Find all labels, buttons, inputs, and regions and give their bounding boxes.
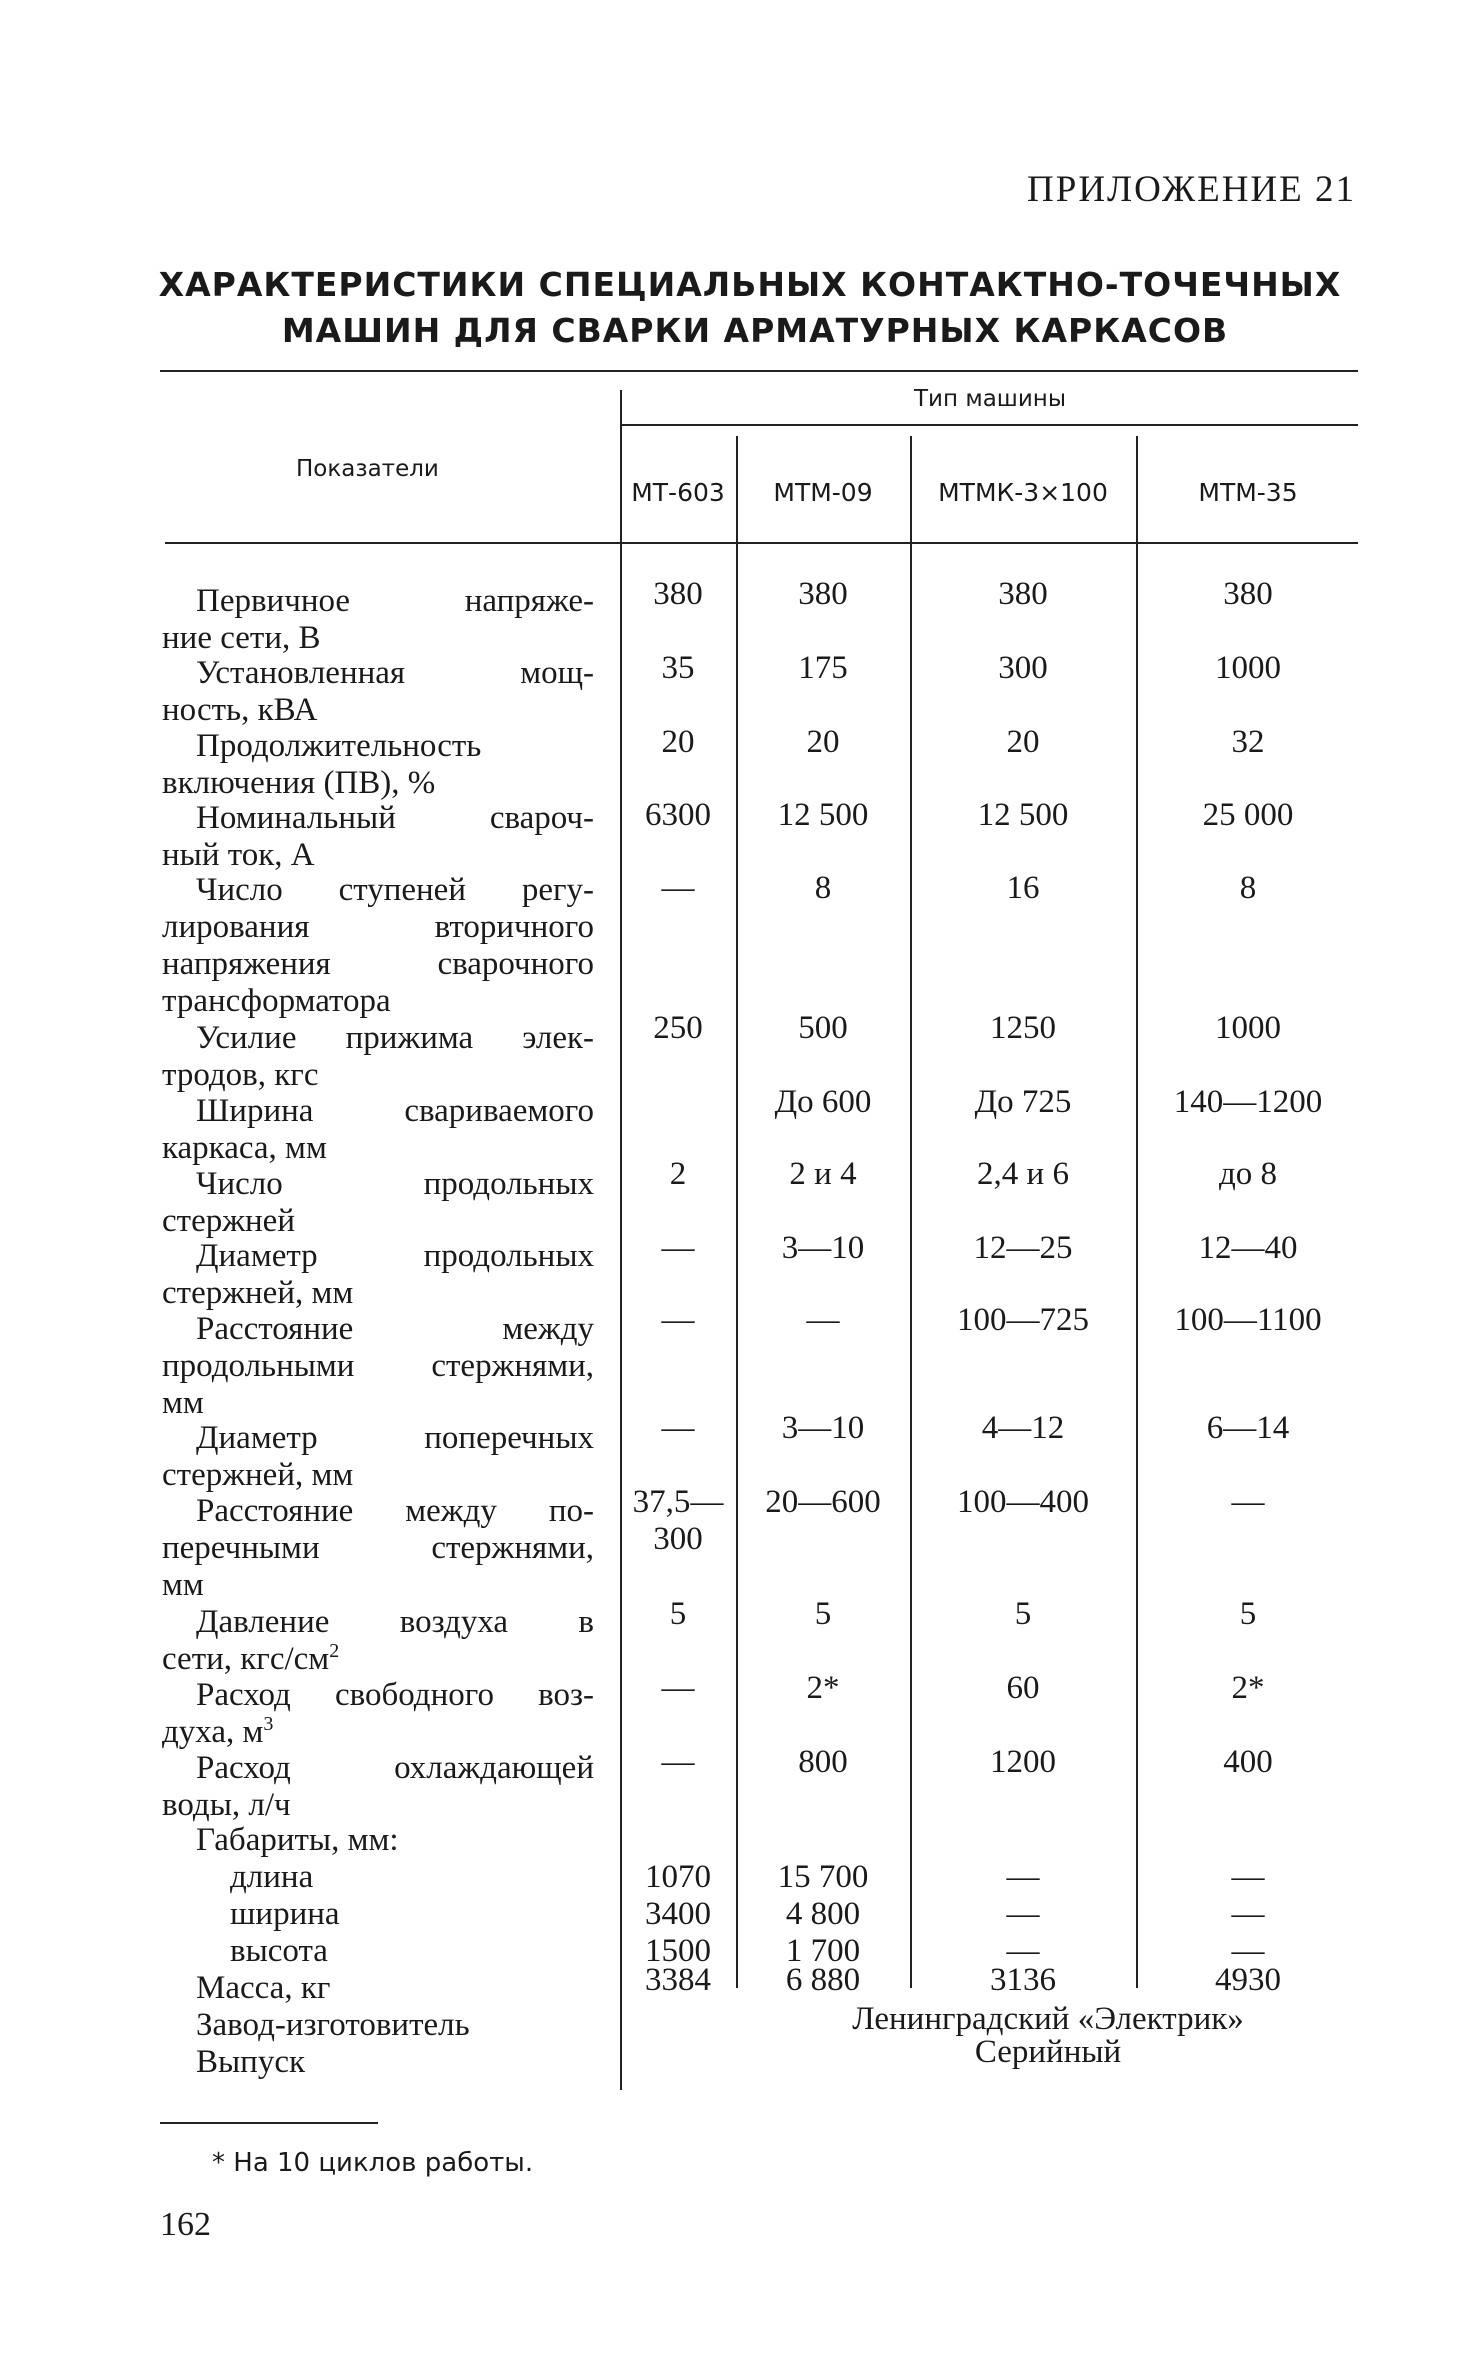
- row-label-line: продольными стержнями,: [162, 1348, 594, 1384]
- output-label-text: Выпуск: [196, 2044, 306, 2080]
- row-label: [162, 1420, 594, 1494]
- table-cell: 5: [814, 1596, 832, 1632]
- row-label-line: перечными стержнями,: [162, 1530, 594, 1566]
- table-cell: 175: [798, 650, 848, 686]
- table-cell: 400: [1223, 1744, 1273, 1780]
- table-cell: —: [1231, 1859, 1265, 1895]
- table-cell: —: [1231, 1484, 1265, 1520]
- table-cell: 6—14: [1206, 1410, 1290, 1446]
- table-cell: 4930: [1215, 1962, 1281, 1998]
- row-label-line: трансформатора: [162, 983, 391, 1019]
- table-cell: 1000: [1215, 1010, 1281, 1046]
- row-label: [162, 1311, 594, 1422]
- table-cell: 800: [798, 1744, 848, 1780]
- table-cell: 3384: [645, 1962, 711, 1998]
- row-label-line: каркаса, мм: [162, 1130, 327, 1166]
- table-cell: 1250: [990, 1010, 1056, 1046]
- row-label-line: включения (ПВ), %: [162, 765, 436, 801]
- table-cell: 2*: [1231, 1670, 1265, 1706]
- table-cell: 3—10: [781, 1410, 865, 1446]
- table-cell: 3136: [990, 1962, 1056, 1998]
- table-cell: —: [661, 1230, 695, 1266]
- table-cell: 1 700: [785, 1933, 861, 1969]
- table-cell: 12 500: [777, 797, 869, 833]
- dimension-label-text: ширина: [230, 1896, 340, 1932]
- row-label: [162, 1750, 594, 1824]
- table-cell: —: [661, 1410, 695, 1446]
- table-cell: 5: [669, 1596, 687, 1632]
- page-number: 162: [160, 2206, 211, 2243]
- row-label-line: напряжения сварочного: [162, 946, 594, 982]
- row-label-line: лирования вторичного: [162, 909, 594, 945]
- table-cell: —: [1231, 1896, 1265, 1932]
- row-label-line: мм: [162, 1567, 204, 1603]
- appendix-label: ПРИЛОЖЕНИЕ 21: [1027, 169, 1356, 210]
- row-label-line: Диаметр поперечных: [196, 1420, 594, 1456]
- row-label: [162, 583, 594, 657]
- dimensions-header: [162, 1822, 594, 1859]
- table-cell: До 600: [774, 1084, 872, 1120]
- row-label: [162, 655, 594, 729]
- row-label-line: воды, л/ч: [162, 1787, 291, 1823]
- table-cell: 100—725: [957, 1302, 1089, 1338]
- table-cell: 100—1100: [1174, 1302, 1322, 1338]
- dimension-label-text: высота: [230, 1933, 328, 1969]
- dimensions-header-text: Габариты, мм:: [196, 1822, 399, 1858]
- table-title: [150, 262, 1350, 354]
- row-label: [162, 1604, 594, 1678]
- row-label-line: Расстояние между по-: [196, 1493, 594, 1529]
- manufacturer-label-text: Завод-изготовитель: [196, 2007, 470, 2043]
- row-label-line: Ширина свариваемого: [196, 1093, 594, 1129]
- title-line-2: МАШИН ДЛЯ СВАРКИ АРМАТУРНЫХ КАРКАСОВ: [281, 311, 1229, 350]
- table-cell: —: [1006, 1933, 1040, 1969]
- table-cell: 12 500: [977, 797, 1069, 833]
- dimension-label: [162, 1933, 594, 1970]
- table-cell: 20—600: [765, 1484, 881, 1520]
- table-cell: 300: [653, 1521, 703, 1557]
- table-cell: —: [661, 1670, 695, 1706]
- row-label-line: Установленная мощ-: [196, 655, 594, 691]
- table-cell: 1070: [645, 1859, 711, 1895]
- table-cell: 2: [669, 1156, 687, 1192]
- table-cell: 60: [1006, 1670, 1040, 1706]
- table-cell: 1200: [990, 1744, 1056, 1780]
- row-label: [162, 1166, 594, 1240]
- table-cell: 380: [798, 576, 848, 612]
- table-cell: —: [806, 1302, 840, 1338]
- table-cell: 3—10: [781, 1230, 865, 1266]
- row-label-line: стержней, мм: [162, 1275, 354, 1311]
- row-label-line: стержней, мм: [162, 1457, 354, 1493]
- table-cell: 20: [1006, 724, 1040, 760]
- table-cell: 12—40: [1198, 1230, 1298, 1266]
- table-cell: 35: [661, 650, 695, 686]
- table-cell: —: [661, 870, 695, 906]
- table-cell: 380: [998, 576, 1048, 612]
- column-header-3: МТМК-3×100: [938, 478, 1108, 507]
- footnote: * На 10 циклов работы.: [212, 2148, 534, 2178]
- table-cell: 16: [1006, 870, 1040, 906]
- table-cell: 8: [814, 870, 832, 906]
- row-label-line: сети, кгс/$см^2$: [162, 1640, 340, 1677]
- table-cell: —: [1231, 1933, 1265, 1969]
- table-cell: 12—25: [973, 1230, 1073, 1266]
- row-label-line: мм: [162, 1385, 204, 1421]
- row-label: [162, 1493, 594, 1604]
- table-cell: 2*: [806, 1670, 840, 1706]
- row-label-line: Усилие прижима элек-: [196, 1020, 594, 1056]
- dimension-label: [162, 1896, 594, 1933]
- dimension-label: [162, 1859, 594, 1896]
- table-cell: До 725: [974, 1084, 1072, 1120]
- output-value: Серийный: [974, 2034, 1122, 2070]
- header-bottom-rule: [165, 542, 1358, 544]
- row-label-line: духа, $м^3$: [162, 1713, 274, 1750]
- row-label-line: ность, кВА: [162, 692, 318, 728]
- mass-label-text: Масса, кг: [196, 1970, 331, 2006]
- superscript: 3: [263, 1713, 274, 1735]
- row-label: [162, 800, 594, 874]
- row-label: [162, 1238, 594, 1312]
- table-cell: 37,5—: [632, 1484, 724, 1520]
- table-cell: 1500: [645, 1933, 711, 1969]
- row-label: [162, 1677, 594, 1751]
- column-header-2: МТМ-09: [773, 478, 873, 507]
- table-cell: 4 800: [785, 1896, 861, 1932]
- dimension-label-text: длина: [230, 1859, 314, 1895]
- manufacturer-value: Ленинградский «Электрик»: [852, 2001, 1244, 2037]
- row-label-line: Расход свободного воз-: [196, 1677, 594, 1713]
- table-cell: 2 и 4: [789, 1156, 857, 1192]
- row-label-line: Расстояние между: [196, 1311, 594, 1347]
- row-label-line: Диаметр продольных: [196, 1238, 594, 1274]
- row-label-line: Давление воздуха в: [196, 1604, 594, 1640]
- column-header-1: МТ-603: [631, 478, 725, 507]
- table-cell: 300: [998, 650, 1048, 686]
- row-label: [162, 1093, 594, 1167]
- mass-label: [162, 1970, 594, 2007]
- row-label-line: ние сети, В: [162, 620, 321, 656]
- row-label-line: ный ток, А: [162, 837, 315, 873]
- table-cell: —: [1006, 1859, 1040, 1895]
- footnote-rule: [160, 2122, 378, 2124]
- machine-type-header: Тип машины: [914, 386, 1066, 412]
- table-cell: до 8: [1218, 1156, 1278, 1192]
- row-label: [162, 1020, 594, 1094]
- row-label-line: Число ступеней регу-: [196, 872, 594, 908]
- row-label: [162, 728, 594, 802]
- table-cell: 5: [1014, 1596, 1032, 1632]
- table-cell: 2,4 и 6: [977, 1156, 1069, 1192]
- superscript: 2: [329, 1640, 340, 1662]
- table-cell: 8: [1239, 870, 1257, 906]
- row-label: [162, 872, 594, 1020]
- row-label-line: Продолжительность: [196, 728, 482, 764]
- row-label-line: Число продольных: [196, 1166, 594, 1202]
- table-cell: —: [661, 1744, 695, 1780]
- table-cell: 15 700: [777, 1859, 869, 1895]
- table-cell: 5: [1239, 1596, 1257, 1632]
- table-cell: 100—400: [957, 1484, 1089, 1520]
- output-label: [162, 2044, 594, 2081]
- row-label-line: стержней: [162, 1203, 295, 1239]
- row-label-line: Расход охлаждающей: [196, 1750, 594, 1786]
- row-label-line: Первичное напряже-: [196, 583, 594, 619]
- table-cell: 3400: [645, 1896, 711, 1932]
- table-cell: 1000: [1215, 650, 1281, 686]
- table-cell: 380: [1223, 576, 1273, 612]
- machine-type-rule: [622, 424, 1358, 426]
- manufacturer-label: [162, 2007, 594, 2044]
- table-top-rule: [160, 370, 1358, 372]
- table-cell: 25 000: [1202, 797, 1294, 833]
- column-header-4: МТМ-35: [1198, 478, 1298, 507]
- table-cell: 20: [806, 724, 840, 760]
- table-cell: 140—1200: [1173, 1084, 1323, 1120]
- table-cell: 500: [798, 1010, 848, 1046]
- table-cell: 6 880: [785, 1962, 861, 1998]
- table-cell: 32: [1231, 724, 1265, 760]
- row-label-line: тродов, кгс: [162, 1057, 319, 1093]
- table-cell: 6300: [645, 797, 711, 833]
- table-cell: 250: [653, 1010, 703, 1046]
- table-cell: 380: [653, 576, 703, 612]
- table-cell: —: [661, 1302, 695, 1338]
- title-line-1: ХАРАКТЕРИСТИКИ СПЕЦИАЛЬНЫХ КОНТАКТНО-ТОЧЕЧНЫХ: [158, 265, 1342, 304]
- row-label-line: Номинальный свароч-: [196, 800, 594, 836]
- table-cell: 4—12: [981, 1410, 1065, 1446]
- indicators-header: Показатели: [296, 456, 439, 482]
- table-cell: 20: [661, 724, 695, 760]
- table-cell: —: [1006, 1896, 1040, 1932]
